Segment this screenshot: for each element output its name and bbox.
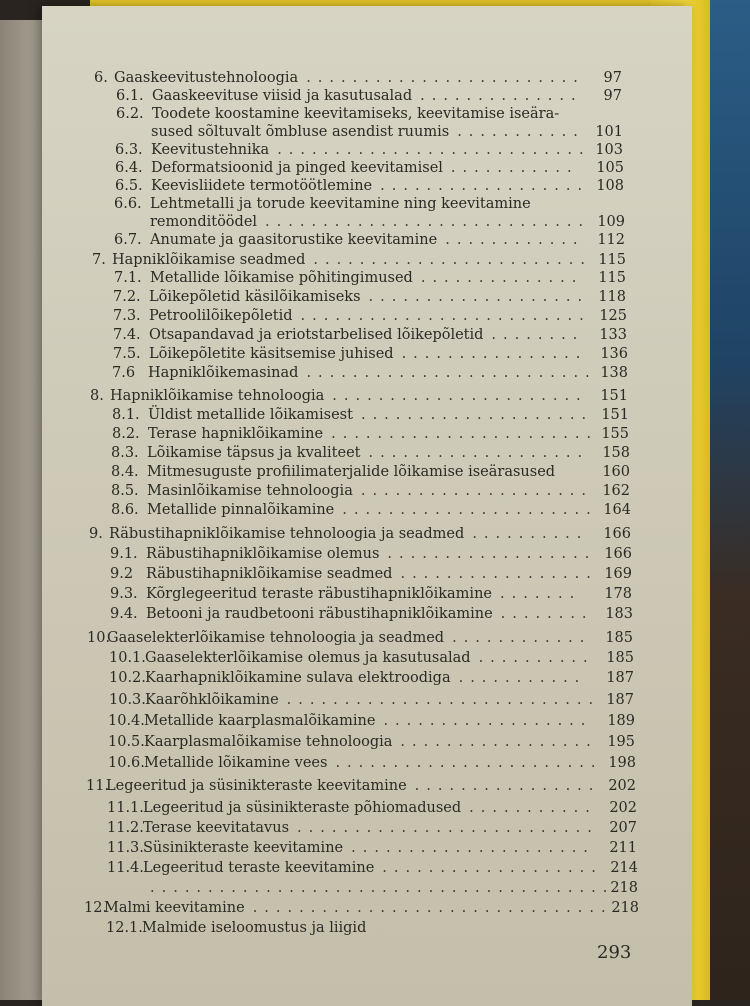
toc-section-row: [42, 306, 692, 326]
leader-dots: ......................: [332, 388, 588, 404]
toc-page-number: 125: [599, 308, 627, 324]
toc-page-number: 115: [598, 270, 626, 286]
leader-dots: .................: [400, 734, 598, 750]
toc-title: Masinlõikamise tehnoloogia: [147, 483, 353, 499]
toc-page-number: 109: [597, 214, 625, 230]
toc-chapter-row: [42, 524, 692, 544]
toc-page-number: 169: [604, 566, 632, 582]
toc-section-row: [42, 711, 692, 731]
toc-title: Toodete koostamine keevitamiseks, keevitamise iseära-: [152, 106, 560, 122]
toc-section-row: [42, 604, 692, 624]
toc-title: Metallide pinnalõikamine: [147, 502, 335, 518]
leader-dots: .................: [400, 566, 598, 582]
toc-section-row: [42, 212, 692, 232]
toc-section-row: [42, 648, 692, 668]
toc-title: Lõikepõletid käsilõikamiseks: [149, 289, 361, 305]
toc-page-number: 151: [600, 388, 628, 404]
toc-page-number: 198: [608, 755, 636, 771]
toc-section-row: [42, 798, 692, 818]
leader-dots: ............: [452, 630, 592, 646]
toc-number: 7.5.: [113, 346, 141, 362]
toc-page-number: 118: [598, 289, 626, 305]
toc-number: 9.3.: [110, 586, 138, 602]
leader-dots: ....................: [360, 407, 594, 423]
toc-page-number: 202: [609, 800, 637, 816]
toc-section-row: [42, 176, 692, 196]
leader-dots: ...................: [368, 445, 590, 461]
leader-dots: ...........: [457, 124, 585, 140]
toc-title: Metallide kaarplasmalõikamine: [144, 713, 376, 729]
toc-section-row: [42, 918, 692, 938]
toc-section-row: [42, 481, 692, 501]
toc-page-number: 185: [606, 650, 634, 666]
toc-page-number: 136: [600, 346, 628, 362]
toc-title: Kaarhapniklõikamine sulava elektroodiga: [145, 670, 451, 686]
toc-number: 10.2.: [109, 670, 146, 686]
toc-title: Gaaselekterlõikamise olemus ja kasutusalad: [145, 650, 471, 666]
toc-page-number: 218: [611, 900, 639, 916]
toc-number: 6.2.: [116, 106, 144, 122]
toc-title: Malmi keevitamine: [104, 900, 245, 916]
toc-title: Kõrglegeeritud teraste räbustihapniklõikamine: [146, 586, 492, 602]
toc-section-row: [42, 230, 692, 250]
leader-dots: ................: [414, 778, 601, 794]
toc-section-row: [42, 405, 692, 425]
toc-title: Keevisliidete termotöötlemine: [151, 178, 373, 194]
toc-chapter-row: [42, 898, 692, 918]
toc-number: 12.: [84, 900, 108, 916]
toc-section-row: [42, 424, 692, 444]
toc-number: 10.: [87, 630, 111, 646]
leader-dots: ..........................: [297, 820, 599, 836]
toc-page-number: 115: [598, 252, 626, 268]
toc-title: Betooni ja raudbetooni räbustihapniklõikamine: [146, 606, 493, 622]
toc-number: 9.: [89, 526, 103, 542]
toc-section-row: [42, 462, 692, 482]
toc-title: Hapniklõikemasinad: [148, 365, 299, 381]
page-number: 293: [597, 942, 632, 963]
leader-dots: ........: [491, 327, 585, 343]
leader-dots: ..........: [472, 526, 589, 542]
toc-section-row: [42, 325, 692, 345]
leader-dots: ....................: [360, 483, 594, 499]
leader-dots: ................: [401, 346, 588, 362]
toc-number: 6.1.: [116, 88, 144, 104]
toc-title: Petroolilõikepõletid: [149, 308, 293, 324]
toc-number: 7.: [92, 252, 106, 268]
toc-number: 7.2.: [113, 289, 141, 305]
book-page: [42, 6, 692, 1006]
toc-page-number: 202: [608, 778, 636, 794]
toc-chapter-row: [42, 628, 692, 648]
toc-number: 6.4.: [115, 160, 143, 176]
leader-dots: ............: [445, 232, 585, 248]
toc-number: 10.4.: [108, 713, 145, 729]
toc-number: 11.1.: [107, 800, 144, 816]
toc-section-row: [42, 287, 692, 307]
toc-chapter-row: [42, 250, 692, 270]
toc-number: 6.: [94, 70, 108, 86]
toc-page-number: 151: [601, 407, 629, 423]
leader-dots: ............................: [265, 214, 591, 230]
leader-dots: ........................................: [150, 880, 615, 896]
leader-dots: ........................: [313, 252, 592, 268]
leader-dots: ........................: [306, 70, 585, 86]
toc-page-number: 211: [609, 840, 637, 856]
toc-section-row: [42, 268, 692, 288]
toc-page-number: 162: [602, 483, 630, 499]
leader-dots: .........................: [300, 308, 591, 324]
toc-section-row: [42, 878, 692, 898]
toc-page-number: 105: [596, 160, 624, 176]
toc-number: 8.: [90, 388, 104, 404]
toc-title: Legeeritud ja süsinikteraste keevitamine: [106, 778, 407, 794]
toc-section-row: [42, 363, 692, 383]
toc-number: 7.3.: [113, 308, 141, 324]
table-of-contents: [42, 6, 692, 1006]
toc-number: 9.4.: [110, 606, 138, 622]
toc-title: Üldist metallide lõikamisest: [148, 407, 353, 423]
toc-number: 8.6.: [111, 502, 139, 518]
toc-section-row: [42, 86, 692, 106]
toc-page-number: 160: [602, 464, 630, 480]
toc-section-row: [42, 818, 692, 838]
toc-page-number: 187: [606, 692, 634, 708]
leader-dots: ...................: [368, 289, 590, 305]
toc-title: Otsapandavad ja eriotstarbelised lõikepõletid: [149, 327, 484, 343]
toc-page-number: 97: [603, 88, 622, 104]
toc-page-number: 185: [605, 630, 633, 646]
leader-dots: ..........: [478, 650, 595, 666]
toc-title: Anumate ja gaasitorustike keevitamine: [150, 232, 438, 248]
toc-title: Deformatsioonid ja pinged keevitamisel: [151, 160, 443, 176]
toc-page-number: 218: [610, 880, 638, 896]
toc-page-number: 164: [603, 502, 631, 518]
toc-section-row: [42, 690, 692, 710]
toc-page-number: 178: [604, 586, 632, 602]
toc-title: Metallide lõikamise põhitingimused: [150, 270, 413, 286]
toc-title: sused sõltuvalt õmbluse asendist ruumis: [151, 124, 450, 140]
toc-number: 10.6.: [108, 755, 145, 771]
toc-number: 9.1.: [110, 546, 138, 562]
toc-section-row: [42, 122, 692, 142]
toc-title: Mitmesuguste profiilimaterjalide lõikamise iseärasused: [147, 464, 556, 480]
toc-title: Keevitustehnika: [151, 142, 270, 158]
toc-section-row: [42, 194, 692, 214]
toc-title: Kaarplasmalõikamise tehnoloogia: [144, 734, 393, 750]
toc-number: 7.4.: [113, 327, 141, 343]
toc-number: 8.4.: [111, 464, 139, 480]
toc-number: 10.5.: [108, 734, 145, 750]
toc-number: 10.1.: [109, 650, 146, 666]
toc-number: 11.2.: [107, 820, 144, 836]
toc-section-row: [42, 668, 692, 688]
toc-number: 8.1.: [112, 407, 140, 423]
leader-dots: ...............................: [252, 900, 613, 916]
toc-chapter-row: [42, 776, 692, 796]
toc-section-row: [42, 544, 692, 564]
leader-dots: ......................: [342, 502, 598, 518]
toc-section-row: [42, 732, 692, 752]
toc-number: 9.2: [110, 566, 134, 582]
toc-title: Malmide iseloomustus ja liigid: [142, 920, 367, 936]
toc-title: Terase hapniklõikamine: [148, 426, 324, 442]
leader-dots: .......: [500, 586, 582, 602]
toc-section-row: [42, 838, 692, 858]
toc-number: 12.1.: [106, 920, 143, 936]
toc-title: Hapniklõikamise seadmed: [112, 252, 306, 268]
toc-title: Räbustihapniklõikamise tehnoloogia ja seadmed: [109, 526, 465, 542]
toc-section-row: [42, 344, 692, 364]
toc-section-row: [42, 753, 692, 773]
toc-number: 11.3.: [107, 840, 144, 856]
toc-title: Terase keevitatavus: [143, 820, 290, 836]
toc-page-number: 108: [596, 178, 624, 194]
toc-chapter-row: [42, 386, 692, 406]
toc-page-number: 187: [606, 670, 634, 686]
toc-page-number: 214: [610, 860, 638, 876]
toc-page-number: 183: [605, 606, 633, 622]
leader-dots: ...........: [450, 160, 579, 176]
toc-page-number: 189: [607, 713, 635, 729]
toc-page-number: 112: [597, 232, 625, 248]
leader-dots: ...........: [458, 670, 587, 686]
toc-title: Räbustihapniklõikamise seadmed: [146, 566, 393, 582]
toc-number: 11.4.: [107, 860, 144, 876]
leader-dots: ...........................: [286, 692, 601, 708]
toc-page-number: 195: [607, 734, 635, 750]
toc-page-number: 133: [599, 327, 627, 343]
toc-number: 6.3.: [115, 142, 143, 158]
toc-page-number: 207: [609, 820, 637, 836]
toc-title: Hapniklõikamise tehnoloogia: [110, 388, 325, 404]
toc-page-number: 158: [602, 445, 630, 461]
toc-number: 6.5.: [115, 178, 143, 194]
toc-number: 11.: [86, 778, 110, 794]
toc-section-row: [42, 104, 692, 124]
leader-dots: ..............: [420, 270, 584, 286]
toc-number: 8.2.: [112, 426, 140, 442]
toc-number: 7.6: [112, 365, 136, 381]
toc-title: Gaaskeevitustehnoloogia: [114, 70, 299, 86]
toc-page-number: 155: [601, 426, 629, 442]
leader-dots: ..............: [420, 88, 583, 104]
toc-title: Süsinikteraste keevitamine: [143, 840, 344, 856]
toc-page-number: 101: [595, 124, 623, 140]
leader-dots: .......................: [331, 426, 599, 442]
toc-page-number: 138: [600, 365, 628, 381]
toc-number: 7.1.: [114, 270, 142, 286]
toc-page-number: 97: [603, 70, 622, 86]
toc-title: Legeeritud teraste keevitamine: [143, 860, 375, 876]
toc-title: Metallide lõikamine vees: [144, 755, 328, 771]
leader-dots: ...................: [382, 860, 603, 876]
leader-dots: ..................: [383, 713, 593, 729]
toc-title: remonditöödel: [150, 214, 258, 230]
toc-page-number: 103: [595, 142, 623, 158]
toc-title: Lõikepõletite käsitsemise juhised: [149, 346, 394, 362]
toc-number: 10.3.: [109, 692, 146, 708]
toc-section-row: [42, 584, 692, 604]
toc-number: 8.3.: [111, 445, 139, 461]
leader-dots: ...........................: [277, 142, 591, 158]
toc-section-row: [42, 140, 692, 160]
leader-dots: ..................: [387, 546, 597, 562]
leader-dots: ..................: [380, 178, 590, 194]
toc-page-number: 166: [604, 546, 632, 562]
toc-number: 8.5.: [111, 483, 139, 499]
toc-section-row: [42, 500, 692, 520]
toc-title: Gaaskeevituse viisid ja kasutusalad: [152, 88, 413, 104]
leader-dots: .....................: [351, 840, 595, 856]
toc-section-row: [42, 158, 692, 178]
toc-number: 6.6.: [114, 196, 142, 212]
toc-title: Legeeritud ja süsinikteraste põhiomadused: [143, 800, 462, 816]
toc-page-number: 166: [603, 526, 631, 542]
toc-title: Räbustihapniklõikamise olemus: [146, 546, 380, 562]
leader-dots: .......................: [335, 755, 603, 771]
leader-dots: ........: [500, 606, 594, 622]
toc-section-row: [42, 564, 692, 584]
leader-dots: .........................: [306, 365, 597, 381]
toc-section-row: [42, 858, 692, 878]
toc-title: Lõikamise täpsus ja kvaliteet: [147, 445, 361, 461]
toc-number: 6.7.: [114, 232, 142, 248]
toc-title: Kaarõhklõikamine: [145, 692, 279, 708]
toc-section-row: [42, 443, 692, 463]
toc-chapter-row: [42, 68, 692, 88]
toc-title: Gaaselekterlõikamise tehnoloogia ja seadmed: [107, 630, 445, 646]
leader-dots: ...........: [469, 800, 597, 816]
toc-title: Lehtmetalli ja torude keevitamine ning keevitamine: [150, 196, 531, 212]
